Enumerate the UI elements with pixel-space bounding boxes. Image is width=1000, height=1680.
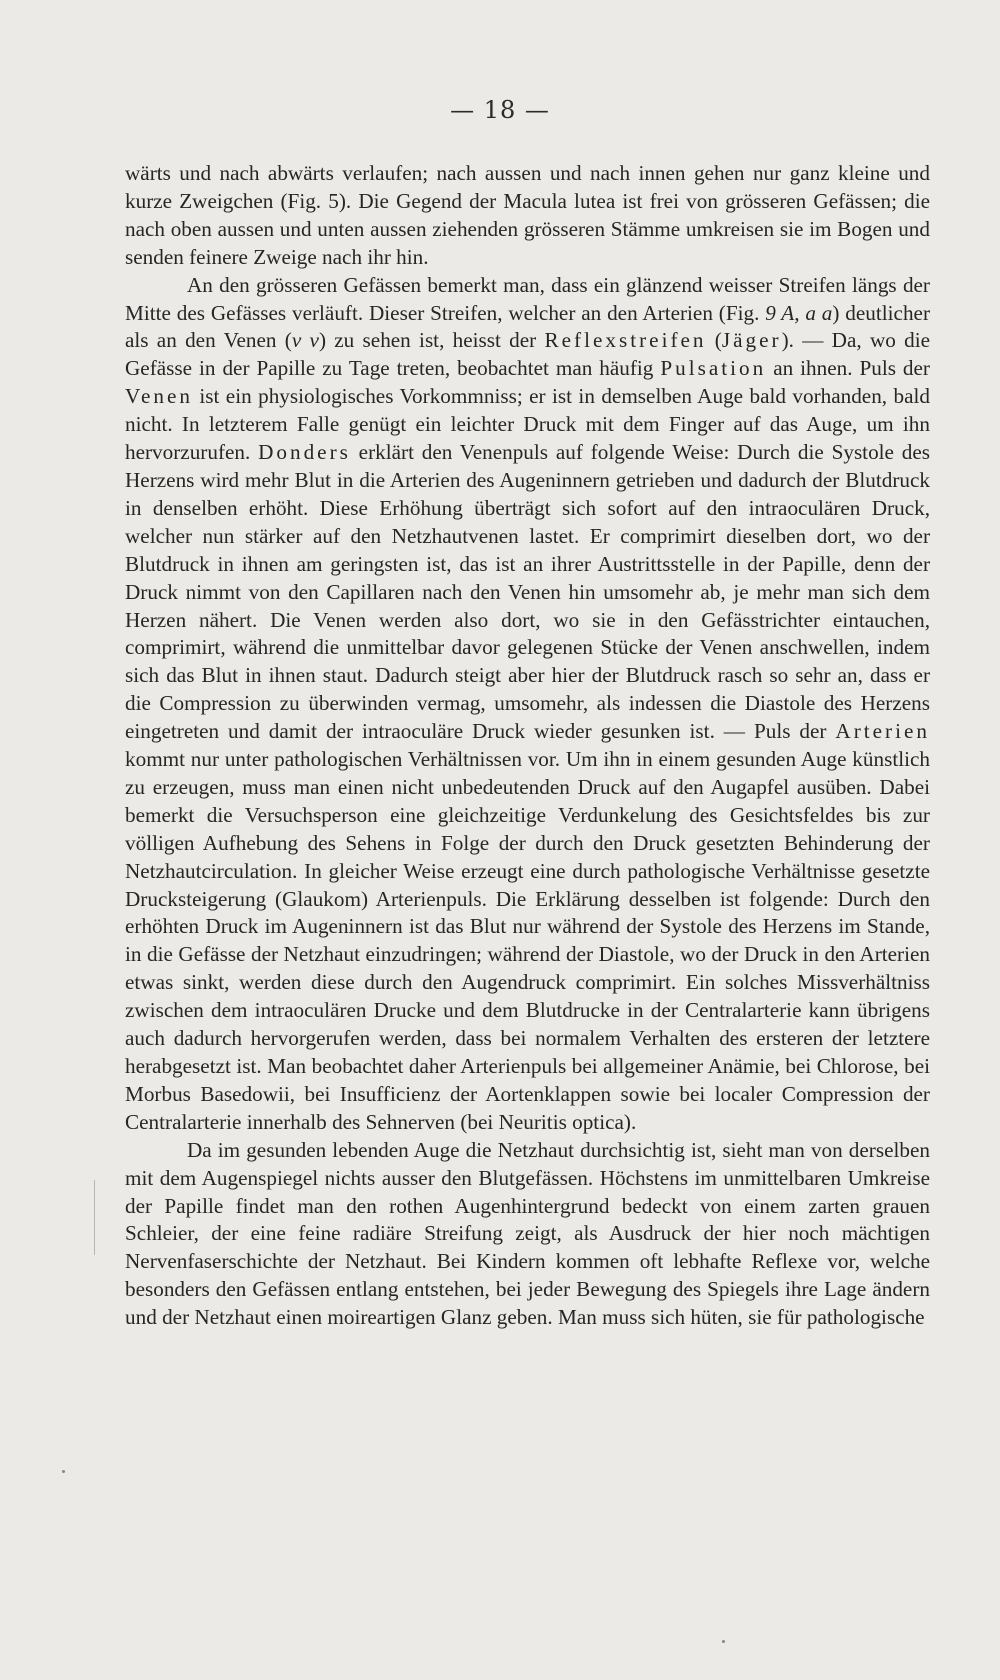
text-run: An den grösseren Gefässen bemerkt man, dass ein glänzend weisser Streifen längs der Mitte des Gefässes verläuft. Dieser Streifen, welcher an den Arterien (Fig. — [125, 272, 930, 325]
text-run: an ihnen. Puls der — [766, 356, 930, 381]
paragraph-1 — [125, 160, 930, 272]
italic-reference: v v — [291, 328, 319, 353]
text-run: erklärt den Venenpuls auf folgende Weise: Durch die Systole des Herzens wird mehr Blut in die Arterien des Augeninnern getrieben und dadurch der Blutdruck in denselben erhöht. Diese Erhöhung überträgt sich sofort auf den intraoculären Druck, welcher nun stärker auf den Netzhautvenen lastet. Er comprimirt dieselben dort, wo der Blutdruck in ihnen am geringsten ist, das ist an ihrer Austrittsstelle in der Papille, denn der Druck nimmt von den Capillaren nach den Venen hin umsomehr ab, je mehr man sich dem Herzen nähert. Die Venen werden also dort, wo sie in den Gefässtrichter eintauchen, comprimirt, während die unmittelbar davor gelegenen Stücke der Venen anschwellen, indem sich das Blut in ihnen staut. Dadurch steigt aber hier der Blutdruck rasch so sehr an, dass er die Compression zu überwinden vermag, umsomehr, als indessen die Diastole des Herzens eingetreten und damit der intraoculäre Druck wieder gesunken ist. — Puls der — [125, 440, 930, 744]
spaced-emphasis: Arterien — [835, 719, 930, 744]
paragraph-2 — [125, 272, 930, 1137]
spaced-emphasis: Donders — [258, 440, 351, 465]
text-run: wärts und nach abwärts verlaufen; nach aussen und nach innen gehen nur ganz kleine und kurze Zweigchen (Fig. 5). Die Gegend der Macula lutea ist frei von grösseren Gefässen; die nach oben aussen und unten aussen ziehenden grösseren Stämme umkreisen sie im Bogen und senden feinere Zweige nach ihr hin. — [125, 161, 930, 269]
spaced-emphasis: Jäger — [721, 328, 782, 353]
text-run: kommt nur unter pathologischen Verhältnissen vor. Um ihn in einem gesunden Auge künstlich zu erzeugen, muss man einen nicht unbedeutenden Druck auf den Augapfel ausüben. Dabei bemerkt die Versuchsperson eine gleichzeitige Verdunkelung des Gesichtsfeldes bis zur völligen Aufhebung des Sehens in Folge der durch den Druck gesetzten Behinderung der Netzhautcirculation. In gleicher Weise erzeugt eine durch pathologische Verhältnisse gesetzte Drucksteigerung (Glaukom) Arterienpuls. Die Erklärung desselben ist folgende: Durch den erhöhten Druck im Augeninnern ist das Blut nur während der Systole des Herzens im Stande, in die Gefässe der Netzhaut einzudringen; während der Diastole, wo der Druck in den Arterien etwas sinkt, werden diese durch den Augendruck comprimirt. Ein solches Missverhältniss zwischen dem intraoculären Drucke und dem Blutdrucke in der Centralarterie kann übrigens auch dadurch hervorgerufen werden, dass bei normalem Verhalten des ersteren der letztere herabgesetzt ist. Man beobachtet daher Arterienpuls bei allgemeiner Anämie, bei Chlorose, bei Morbus Basedowii, bei Insufficienz der Aortenklappen sowie bei localer Compression der Centralarterie innerhalb des Sehnerven (bei Neuritis optica). — [125, 747, 930, 1134]
text-run: ( — [706, 328, 722, 353]
margin-pencil-mark — [94, 1180, 95, 1255]
paper-speck — [722, 1640, 725, 1643]
spaced-emphasis: Reflexstreifen — [544, 328, 707, 353]
italic-reference: 9 A, a a — [765, 300, 833, 325]
spaced-emphasis: Venen — [125, 384, 193, 409]
spaced-emphasis: Pulsation — [660, 356, 767, 381]
paragraph-3 — [125, 1137, 930, 1332]
page-number: — 18 — — [450, 96, 550, 124]
text-run: ist ein physiologisches Vorkommniss; er ist in demselben Auge bald vorhanden, bald nicht. In letzterem Falle genügt ein leichter Druck mit dem Finger auf das Auge, um ihn hervorzurufen. — [125, 384, 930, 465]
body-text — [125, 160, 930, 1332]
paper-speck — [62, 1470, 65, 1473]
text-run: ). — Da, wo die Gefässe in der Papille zu Tage treten, beobachtet man häufig — [125, 328, 930, 381]
text-run: ) zu sehen ist, heisst der — [318, 328, 545, 353]
text-run: ) deutlicher als an den Venen ( — [125, 300, 931, 353]
text-run: Da im gesunden lebenden Auge die Netzhaut durchsichtig ist, sieht man von derselben mit dem Augenspiegel nichts ausser den Blutgefässen. Höchstens im unmittelbaren Umkreise der Papille findet man den rothen Augenhintergrund bedeckt von einem zarten grauen Schleier, der eine feine radiäre Streifung zeigt, als Ausdruck der hier noch mächtigen Nervenfaserschichte der Netzhaut. Bei Kindern kommen oft lebhafte Reflexe vor, welche besonders den Gefässen entlang entstehen, bei jeder Bewegung des Spiegels ihre Lage ändern und der Netzhaut einen moireartigen Glanz geben. Man muss sich hüten, sie für pathologische — [125, 1137, 930, 1330]
